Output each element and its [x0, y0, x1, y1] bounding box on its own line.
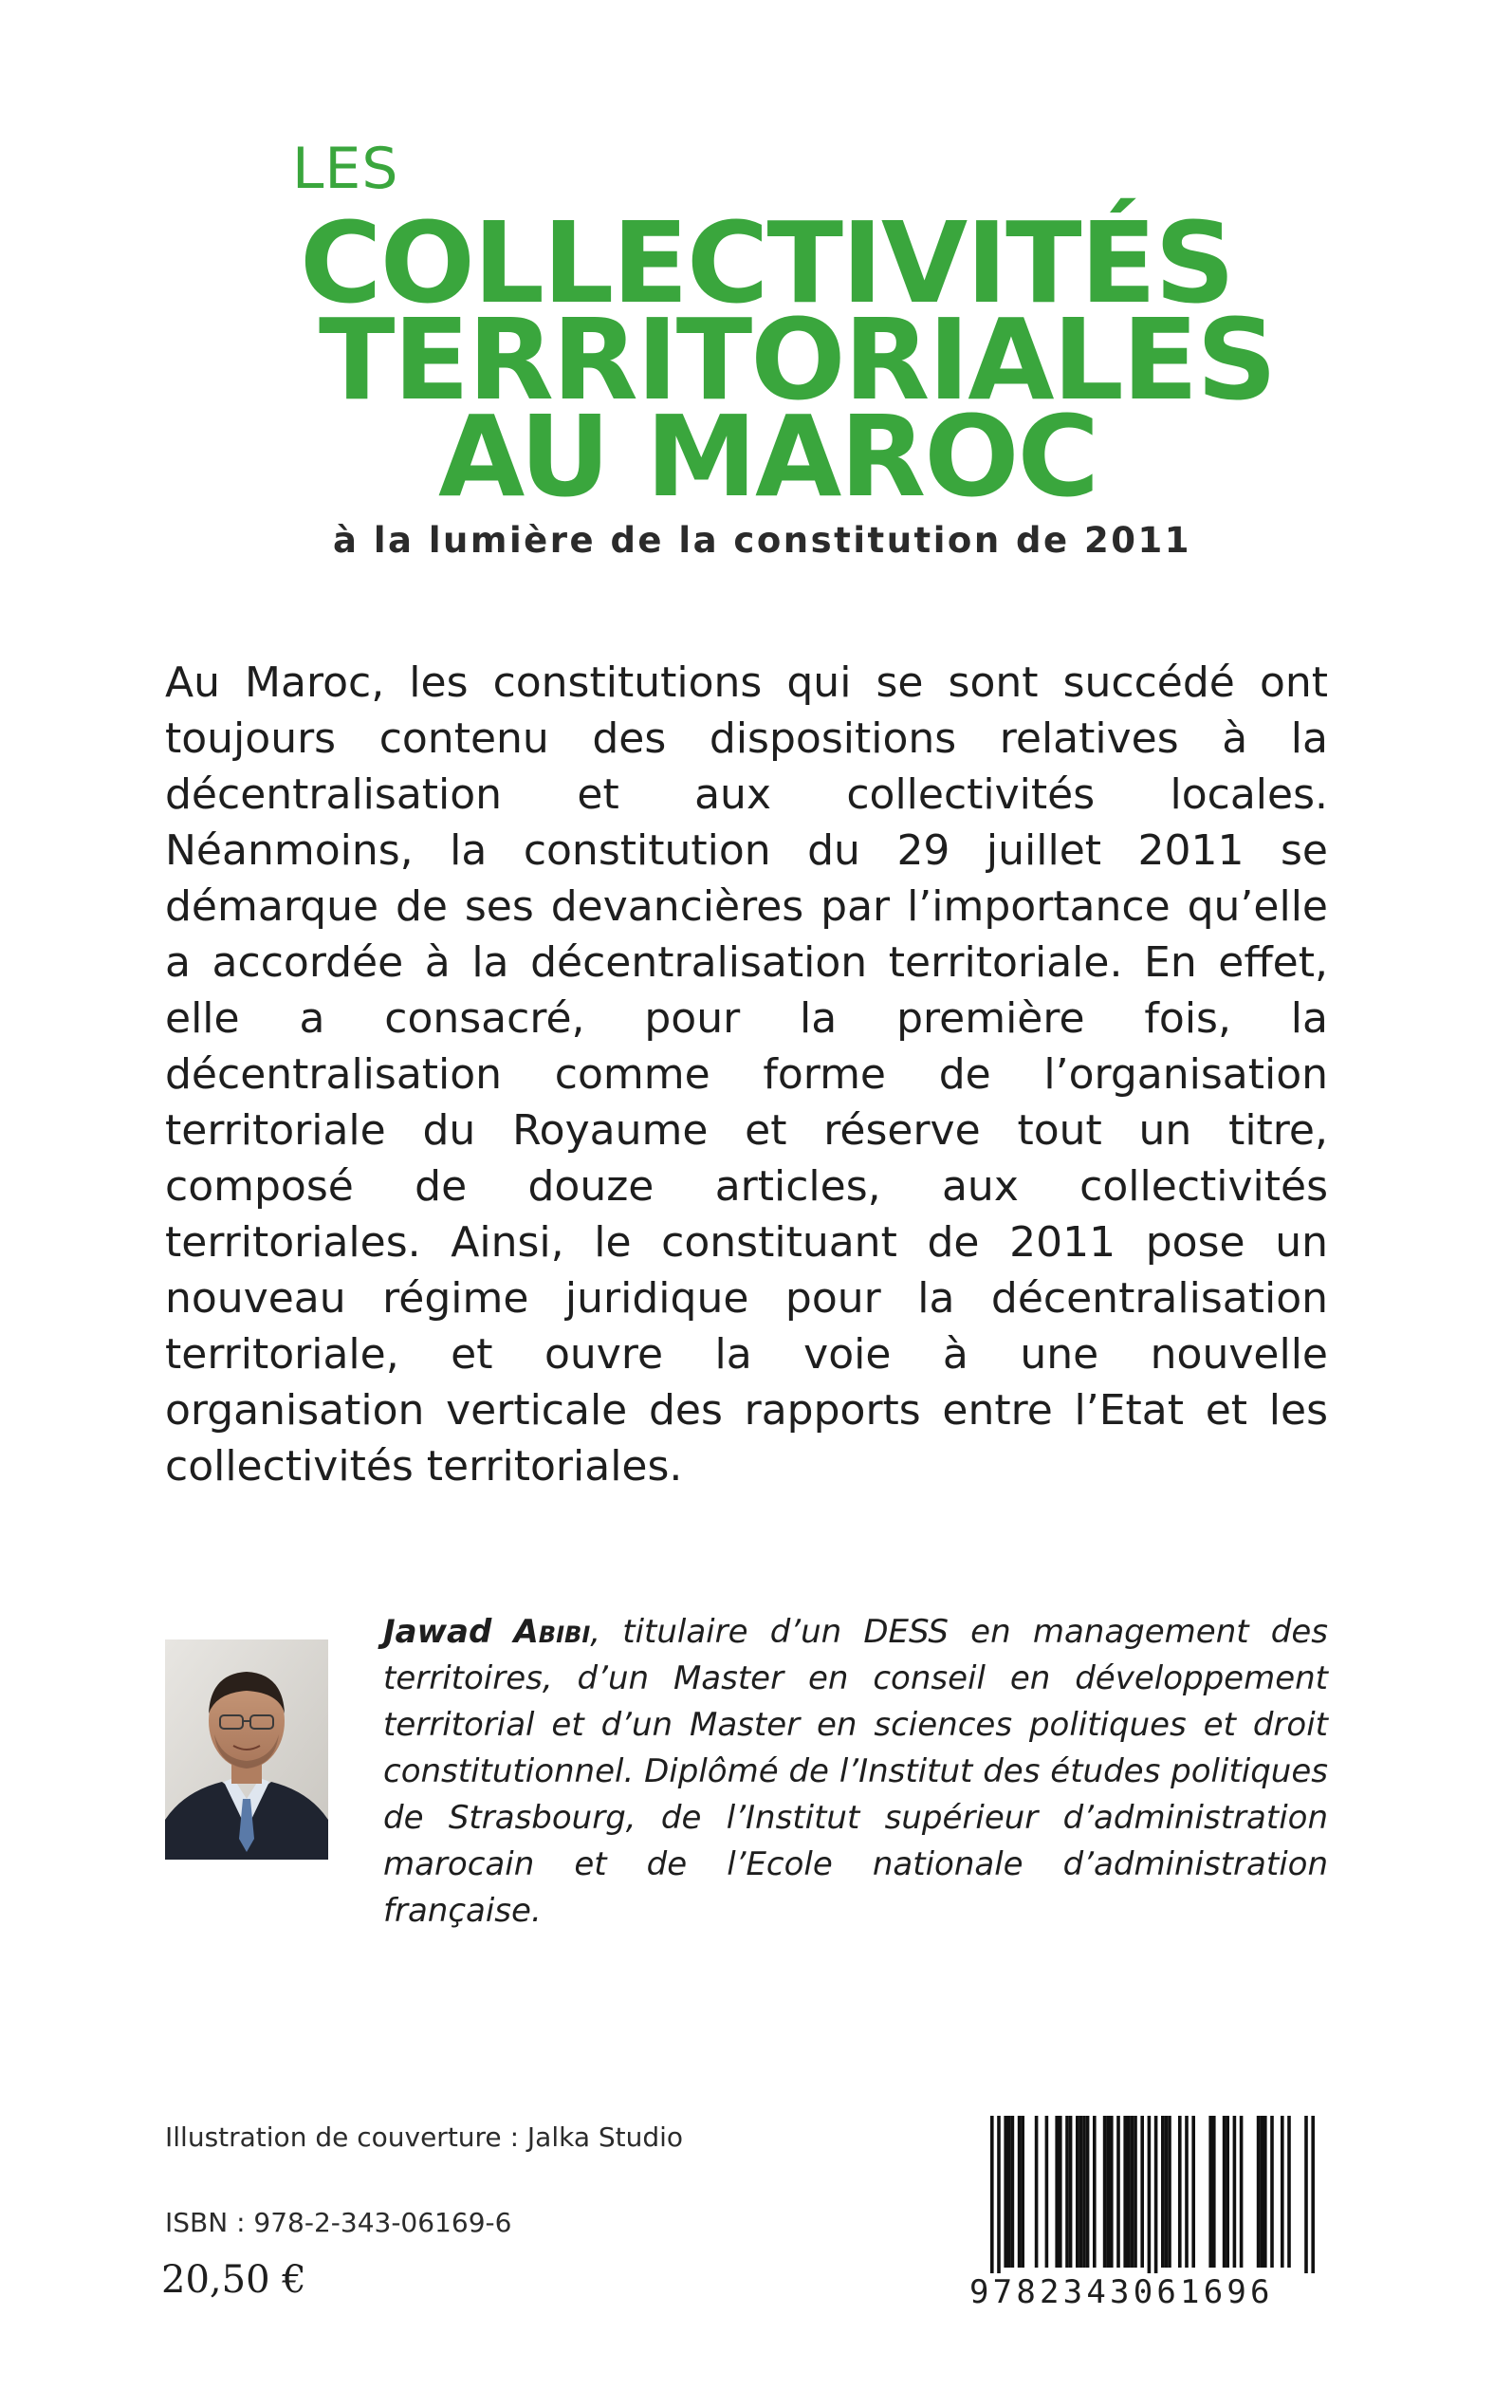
barcode-bar	[1281, 2116, 1284, 2268]
barcode-bars	[969, 2116, 1330, 2277]
barcode-bar	[1212, 2116, 1216, 2268]
subtitle: à la lumière de la constitution de 2011	[332, 520, 1191, 561]
barcode-bar	[1263, 2116, 1267, 2268]
barcode-bar	[1106, 2116, 1110, 2268]
barcode-bar	[1007, 2116, 1011, 2268]
barcode-bar	[1045, 2116, 1049, 2268]
barcode-bar	[1148, 2116, 1152, 2277]
author-bio-text: , titulaire d’un DESS en management des territoires, d’un Master en conseil en développement territorial et d’un Master en sciences politiques et droit constitutionnel. Diplômé de l’Institut des études politiques de Strasbourg, de l’Institut supérieur d’administration marocain et de l’Ecole nationale d’administration française.	[383, 1613, 1328, 1930]
barcode-bar	[1076, 2116, 1079, 2268]
barcode-bar	[1185, 2116, 1189, 2268]
barcode-bar	[1165, 2116, 1169, 2268]
barcode-bar	[1311, 2116, 1315, 2277]
barcode-bar	[1168, 2116, 1171, 2268]
barcode-bar	[1154, 2116, 1158, 2277]
barcode-bar	[1116, 2116, 1120, 2268]
barcode-bar	[1131, 2116, 1134, 2268]
author-photo	[165, 1639, 328, 1860]
title-line-collectivites: COLLECTIVITÉS	[300, 197, 1234, 328]
barcode-bar	[1226, 2116, 1229, 2268]
author-bio	[383, 1609, 1328, 1935]
barcode-bar	[1059, 2116, 1062, 2268]
back-cover-blurb: Au Maroc, les constitutions qui se sont succédé ont toujours contenu des dispositions relatives à la décentralisation et aux collectivités locales. Néanmoins, la constitution du 29 juillet 2011 se démarque de ses devancières par l’importance qu’elle a accordée à la décentralisation territoriale. En effet, elle a consacré, pour la première fois, la décentralisation comme forme de l’organisation territoriale du Royaume et réserve tout un titre, composé de douze articles, aux collectivités territoriales. Ainsi, le constituant de 2011 pose un nouveau régime juridique pour la décentralisation territoriale, et ouvre la voie à une nouvelle organisation verticale des rapports entre l’Etat et les collectivités territoriales.	[165, 658, 1328, 1491]
barcode-bar	[1021, 2116, 1024, 2268]
barcode-bar	[1082, 2116, 1086, 2268]
barcode-bar	[1270, 2116, 1274, 2268]
barcode-bar	[1223, 2116, 1226, 2268]
barcode-bar	[990, 2116, 994, 2277]
barcode-bar	[1208, 2116, 1212, 2268]
barcode-bar	[1079, 2116, 1083, 2268]
barcode-bar	[1161, 2116, 1165, 2268]
barcode-bar	[1134, 2116, 1137, 2268]
cover-illustration-credit: Illustration de couverture : Jalka Studio	[165, 2121, 684, 2153]
barcode-bar	[1004, 2116, 1007, 2268]
isbn: ISBN : 978-2-343-06169-6	[165, 2207, 512, 2238]
title-les: LES	[292, 136, 399, 202]
barcode-bar	[1304, 2116, 1308, 2277]
barcode-bar	[1055, 2116, 1059, 2268]
barcode-bar	[1178, 2116, 1182, 2268]
title-block	[0, 0, 1512, 569]
author-first-name: Jawad	[383, 1613, 492, 1651]
barcode-bar	[1035, 2116, 1039, 2268]
barcode-bar	[1069, 2116, 1073, 2268]
barcode-bar	[1257, 2116, 1261, 2268]
barcode-bar	[1127, 2116, 1131, 2268]
barcode-digits: 9782343061696	[969, 2273, 1330, 2311]
author-portrait-image	[165, 1639, 328, 1860]
title-line-territoriales: TERRITORIALES	[319, 294, 1276, 425]
barcode-bar	[1260, 2116, 1263, 2268]
barcode-bar	[1011, 2116, 1015, 2268]
title-line-au-maroc: AU MAROC	[438, 391, 1098, 522]
barcode-bar	[1086, 2116, 1090, 2268]
barcode-bar	[1110, 2116, 1114, 2268]
barcode-bar	[1287, 2116, 1291, 2268]
barcode-bar	[1240, 2116, 1244, 2268]
barcode-bar	[997, 2116, 1001, 2277]
author-last-name: Abibi	[513, 1613, 591, 1651]
barcode-bar	[1103, 2116, 1107, 2268]
barcode-bar	[1093, 2116, 1097, 2268]
barcode-bar	[1018, 2116, 1022, 2268]
barcode-bar	[1140, 2116, 1144, 2268]
barcode-bar	[1065, 2116, 1069, 2268]
barcode-bar	[1191, 2116, 1195, 2268]
price: 20,50 €	[161, 2258, 306, 2302]
barcode-bar	[1123, 2116, 1127, 2268]
barcode-bar	[1233, 2116, 1237, 2268]
